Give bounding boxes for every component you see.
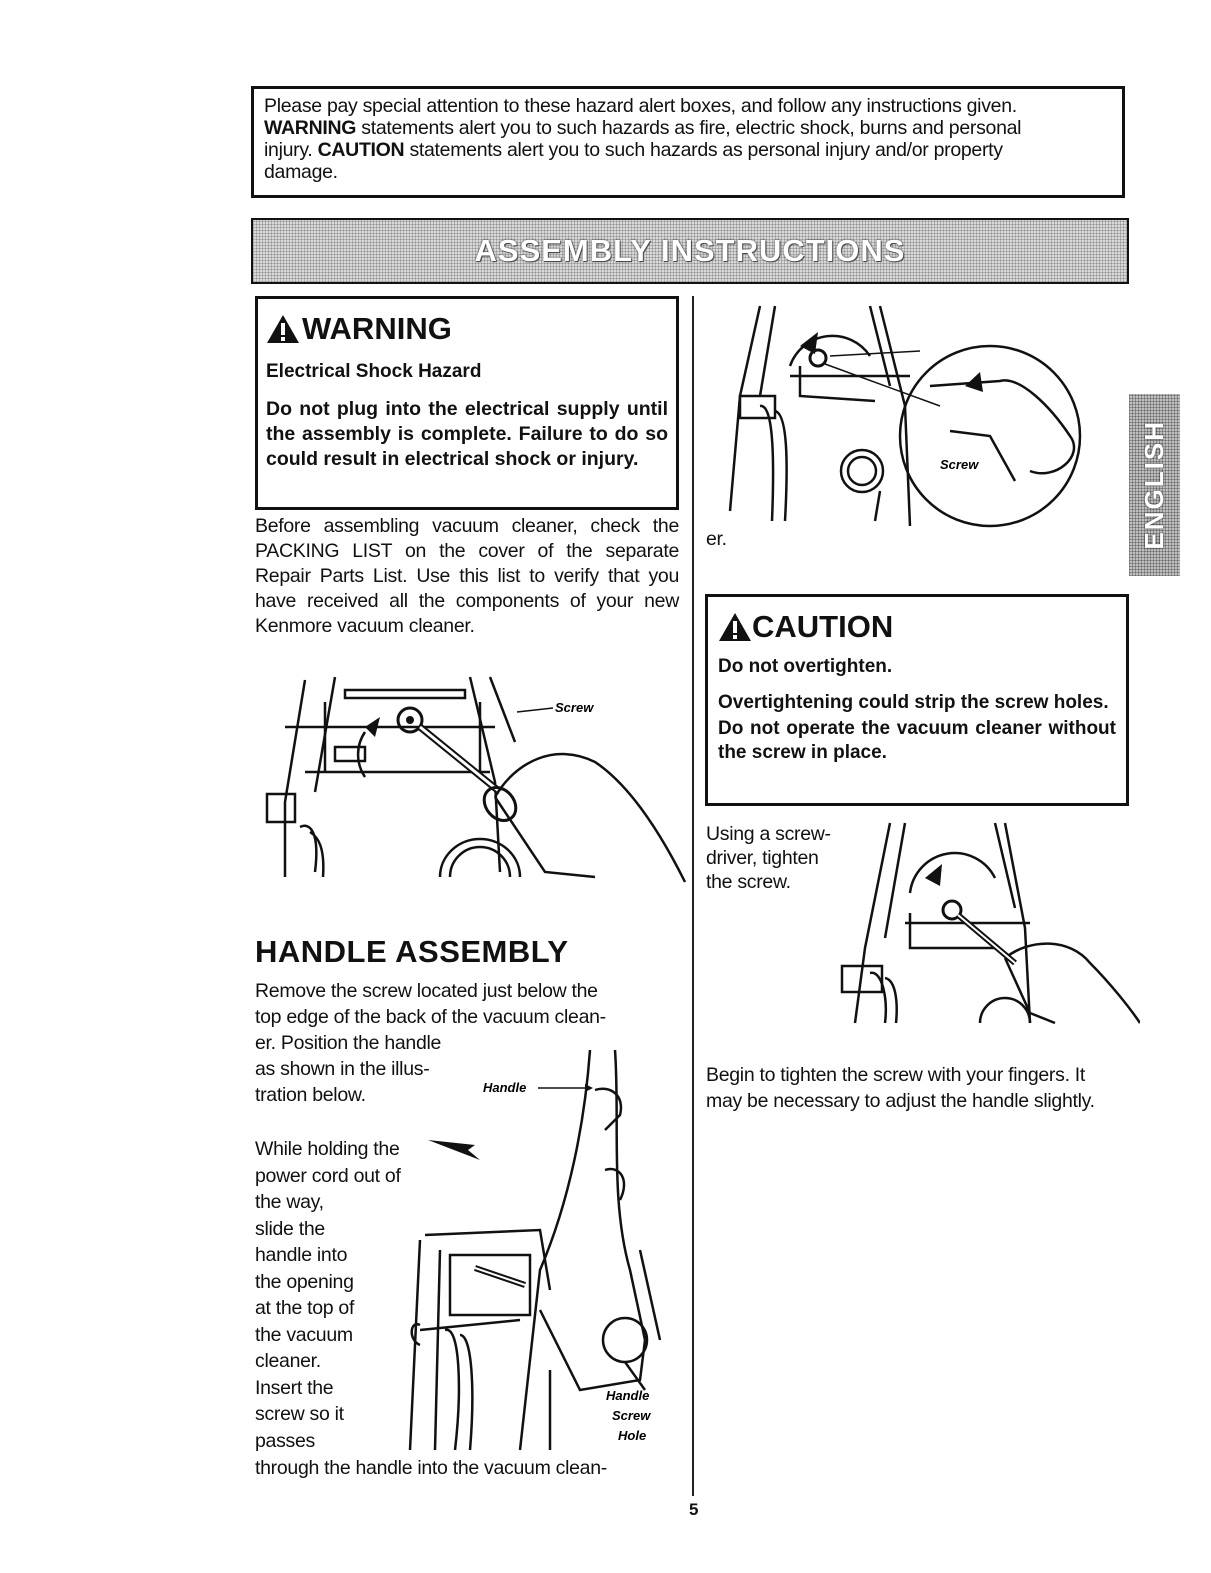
hazard-intro-box bbox=[251, 86, 1125, 198]
caution-word: CAUTION bbox=[317, 139, 405, 161]
column-divider bbox=[692, 296, 694, 1496]
handle-p2-line-3: the way, bbox=[255, 1191, 324, 1213]
caution-line-2: Overtightening could strip the screw holes. bbox=[718, 692, 1109, 713]
handle-p2-line-4: slide the bbox=[255, 1217, 325, 1240]
handle-p1-line-2: top edge of the back of the vacuum clean- bbox=[255, 1006, 606, 1028]
caution-box bbox=[705, 594, 1129, 806]
handle-p2-line-2: power cord out of bbox=[255, 1164, 401, 1187]
handle-p2-last-line: through the handle into the vacuum clean- bbox=[255, 1457, 607, 1479]
remove-screw-illustration bbox=[255, 672, 695, 887]
warning-word: WARNING bbox=[264, 117, 357, 139]
handle-p1-line-3: er. Position the handle bbox=[255, 1032, 442, 1054]
handle-screw-hole-label-1: Handle bbox=[606, 1388, 650, 1403]
banner-title: ASSEMBLY INSTRUCTIONS bbox=[474, 233, 906, 268]
screwdriver-line-3: the screw. bbox=[706, 871, 791, 893]
caution-title-text: CAUTION bbox=[752, 609, 894, 644]
screwdriver-line-2: driver, tighten bbox=[706, 847, 819, 869]
handle-p2-line-7: at the top of bbox=[255, 1297, 355, 1319]
intro-line-1: Please pay special attention to these hazard alert boxes, and follow any instructions given. bbox=[264, 95, 1017, 117]
handle-p1-line-1: Remove the screw located just below the bbox=[255, 980, 598, 1002]
warning-subtitle: Electrical Shock Hazard bbox=[266, 361, 482, 382]
handle-label: Handle bbox=[483, 1080, 527, 1095]
handle-p2-line-12: passes bbox=[255, 1429, 315, 1452]
intro-line-2 bbox=[264, 117, 1112, 139]
handle-p2-line-8: the vacuum bbox=[255, 1323, 353, 1346]
begin-tighten-paragraph: Begin to tighten the screw with your fingers. It may be necessary to adjust the handle slightly. bbox=[706, 1064, 1095, 1112]
handle-p1-line-5: tration below. bbox=[255, 1084, 366, 1106]
intro-line-2-rest: statements alert you to such hazards as fire, electric shock, burns and personal bbox=[356, 117, 1022, 139]
screwdriver-tighten-illustration bbox=[830, 818, 1140, 1028]
assembly-instructions-banner bbox=[251, 218, 1129, 284]
handle-screw-hole-label-3: Hole bbox=[618, 1428, 647, 1443]
page-number: 5 bbox=[689, 1500, 699, 1519]
handle-p2-line-9: cleaner. bbox=[255, 1350, 321, 1372]
handle-insert-illustration bbox=[380, 1040, 680, 1455]
handle-p2-line-6: the opening bbox=[255, 1270, 354, 1293]
english-language-tab bbox=[1129, 394, 1180, 576]
handle-screw-hole-label-2: Screw bbox=[612, 1408, 651, 1423]
handle-p2-line-10: Insert the bbox=[255, 1376, 334, 1399]
handle-assembly-title: HANDLE ASSEMBLY bbox=[255, 934, 569, 969]
screwdriver-paragraph bbox=[706, 822, 831, 894]
handle-p2-line-1: While holding the bbox=[255, 1138, 400, 1160]
caution-triangle-icon bbox=[718, 612, 752, 642]
screwdriver-line-1: Using a screw- bbox=[706, 823, 831, 845]
screw-label-2: Screw bbox=[940, 457, 979, 472]
warning-title bbox=[266, 311, 668, 347]
warning-box bbox=[255, 296, 679, 510]
handle-p2-line-5: handle into bbox=[255, 1244, 348, 1266]
caution-line-3: Do not operate the vacuum cleaner without the screw in place. bbox=[718, 718, 1116, 763]
caution-line-1: Do not overtighten. bbox=[718, 656, 893, 677]
intro-line-3-start: injury. bbox=[264, 139, 318, 161]
screw-label-1: Screw bbox=[555, 700, 594, 715]
warning-body: Do not plug into the electrical supply until the assembly is complete. Failure to do so could result in electrical shock or injury. bbox=[266, 398, 668, 470]
handle-p1-line-4: as shown in the illus- bbox=[255, 1058, 430, 1080]
warning-title-text: WARNING bbox=[302, 311, 452, 346]
finger-tighten-illustration bbox=[700, 296, 1095, 531]
intro-line-3 bbox=[264, 139, 1112, 161]
intro-line-4: damage. bbox=[264, 161, 338, 183]
er-continuation: er. bbox=[706, 528, 727, 550]
handle-p2-line-11: screw so it bbox=[255, 1403, 344, 1425]
caution-title bbox=[718, 609, 1116, 645]
intro-paragraph: Before assembling vacuum cleaner, check the PACKING LIST on the cover of the separate Repair Parts List. Use this list to verify that you have received all the components of your new Kenmore vacuum cleaner. bbox=[255, 515, 679, 637]
intro-line-3-rest: statements alert you to such hazards as personal injury and/or property bbox=[404, 139, 1003, 161]
english-tab-label: ENGLISH bbox=[1139, 420, 1169, 550]
warning-triangle-icon bbox=[266, 314, 300, 344]
